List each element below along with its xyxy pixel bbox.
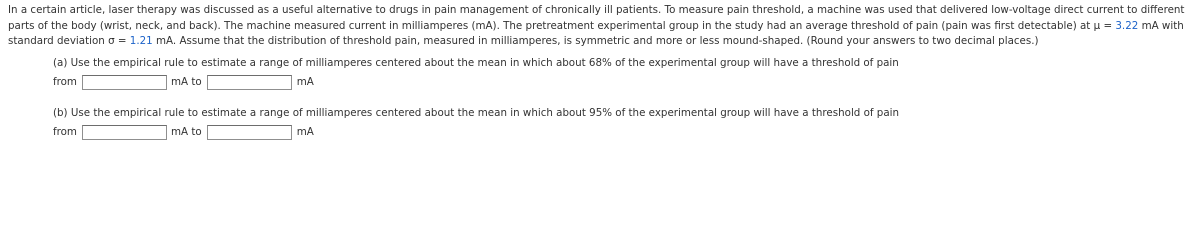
part-b-from-label: from <box>53 125 77 138</box>
part-a-to-input[interactable] <box>207 75 292 90</box>
part-b-to-input[interactable] <box>207 125 292 140</box>
part-b-to-label: mA to <box>171 125 202 138</box>
part-a-answer-row <box>53 73 899 91</box>
mu-value: 3.22 <box>1115 19 1139 32</box>
sigma-equals: = <box>114 35 130 47</box>
mu-symbol: μ <box>1093 19 1101 32</box>
part-b-from-input[interactable] <box>82 125 167 140</box>
part-b-unit-label: mA <box>296 125 314 138</box>
part-a-unit-label: mA <box>296 75 314 88</box>
part-a-from-label: from <box>53 75 77 88</box>
problem-intro: In a certain article, laser therapy was discussed as a useful alternative to drugs in pain management of chronically ill patients. To measure pain threshold, a machine was used that delivered low-voltage direct current to different parts of the body (wrist, neck, and back). The machine measured current in milliamperes (mA). The pretreatment experimental group in the study had an average threshold of pain (pain was first detectable) at <box>8 4 1185 32</box>
mu-equals: = <box>1100 19 1116 32</box>
sigma-value: 1.21 <box>129 35 153 47</box>
sigma-symbol: σ <box>108 35 115 47</box>
part-a-question: (a) Use the empirical rule to estimate a range of milliamperes centered about the mean in which about 68% of the experimental group will have a threshold of pain <box>53 57 899 69</box>
part-a-from-input[interactable] <box>82 75 167 90</box>
part-a-to-label: mA to <box>171 75 202 88</box>
part-b-question: (b) Use the empirical rule to estimate a range of milliamperes centered about the mean in which about 95% of the experimental group will have a threshold of pain <box>53 107 900 119</box>
problem-assumption: mA. Assume that the distribution of threshold pain, measured in milliamperes, is symmetric and more or less mound-shaped. (Round your answers to two decimal places.) <box>152 35 1039 47</box>
mu-unit-text: mA with standard deviation <box>8 19 1184 47</box>
problem-statement <box>8 3 1194 50</box>
part-a <box>53 56 899 91</box>
problem-text <box>8 3 1194 50</box>
part-b-answer-row <box>53 123 899 141</box>
part-b <box>53 106 899 141</box>
